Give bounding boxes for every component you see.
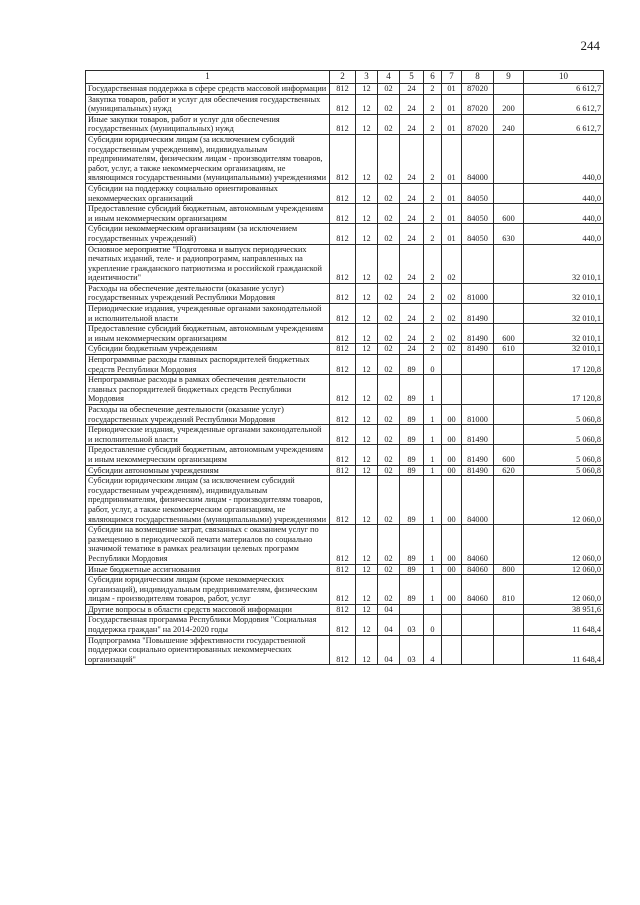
row-code-direction: 87020 (462, 84, 494, 95)
row-code-ministry: 812 (330, 283, 356, 303)
row-code-activity: 02 (442, 304, 462, 324)
row-description: Субсидии юридическим лицам (кроме некоммерческих организаций), индивидуальным предпринимателям, физическим лицам - производителям товаров, работ, услуг (86, 575, 330, 605)
row-code-ministry: 812 (330, 183, 356, 203)
row-code-direction: 81490 (462, 344, 494, 355)
column-header: 6 (424, 71, 442, 84)
table-row (86, 344, 604, 355)
row-code-activity: 00 (442, 525, 462, 564)
row-code-subprogram: 1 (424, 445, 442, 465)
row-description: Основное мероприятие "Подготовка и выпуск периодических печатных изданий, теле- и радиопрограмм, направленных на укрепление гражданского патриотизма и российской гражданской идентичности" (86, 244, 330, 283)
column-header: 9 (494, 71, 524, 84)
table-row (86, 114, 604, 134)
row-amount: 17 120,8 (524, 355, 604, 375)
budget-table (85, 70, 604, 665)
row-code-subsection: 02 (378, 405, 400, 425)
row-code-direction (462, 615, 494, 635)
row-code-direction: 84050 (462, 224, 494, 244)
table-row (86, 304, 604, 324)
column-header: 3 (356, 71, 378, 84)
row-description: Государственная программа Республики Мордовия "Социальная поддержка граждан" на 2014-2020 годы (86, 615, 330, 635)
table-row (86, 324, 604, 344)
row-code-expense-type: 240 (494, 114, 524, 134)
row-code-program: 89 (400, 476, 424, 525)
row-description: Субсидии бюджетным учреждениям (86, 344, 330, 355)
row-code-expense-type: 610 (494, 344, 524, 355)
row-code-section: 12 (356, 476, 378, 525)
row-code-expense-type: 600 (494, 445, 524, 465)
row-code-subprogram: 1 (424, 525, 442, 564)
row-description: Субсидии на поддержку социально ориентированных некоммерческих организаций (86, 183, 330, 203)
row-code-ministry: 812 (330, 525, 356, 564)
row-code-direction (462, 635, 494, 665)
row-code-expense-type (494, 84, 524, 95)
row-amount: 38 951,6 (524, 604, 604, 615)
row-description: Подпрограмма "Повышение эффективности государственной поддержки социально ориентированных некоммерческих организаций" (86, 635, 330, 665)
row-code-ministry: 812 (330, 244, 356, 283)
row-code-section: 12 (356, 244, 378, 283)
row-code-section: 12 (356, 304, 378, 324)
row-amount: 11 648,4 (524, 635, 604, 665)
row-code-section: 12 (356, 355, 378, 375)
row-code-section: 12 (356, 525, 378, 564)
row-description: Предоставление субсидий бюджетным, автономным учреждениям и иным некоммерческим организациям (86, 445, 330, 465)
row-code-expense-type: 600 (494, 204, 524, 224)
row-code-section: 12 (356, 445, 378, 465)
row-code-section: 12 (356, 134, 378, 183)
row-code-subprogram: 2 (424, 304, 442, 324)
table-body (86, 84, 604, 665)
table-row (86, 183, 604, 203)
row-code-ministry: 812 (330, 114, 356, 134)
row-amount: 12 060,0 (524, 575, 604, 605)
row-code-ministry: 812 (330, 375, 356, 405)
row-code-program: 24 (400, 183, 424, 203)
table-row (86, 405, 604, 425)
row-code-subsection: 02 (378, 204, 400, 224)
row-code-activity: 00 (442, 465, 462, 476)
row-code-activity: 01 (442, 204, 462, 224)
row-description: Предоставление субсидий бюджетным, автономным учреждениям и иным некоммерческим организациям (86, 204, 330, 224)
table-row (86, 224, 604, 244)
row-code-subprogram: 2 (424, 283, 442, 303)
row-code-subsection: 02 (378, 375, 400, 405)
row-code-direction: 87020 (462, 94, 494, 114)
row-code-program: 24 (400, 114, 424, 134)
row-amount: 12 060,0 (524, 525, 604, 564)
row-amount: 6 612,7 (524, 114, 604, 134)
table-row (86, 635, 604, 665)
row-code-section: 12 (356, 204, 378, 224)
row-code-section: 12 (356, 575, 378, 605)
row-code-section: 12 (356, 635, 378, 665)
column-header: 4 (378, 71, 400, 84)
row-code-direction: 81490 (462, 465, 494, 476)
row-amount: 440,0 (524, 134, 604, 183)
row-code-ministry: 812 (330, 224, 356, 244)
row-code-subsection: 02 (378, 425, 400, 445)
row-code-expense-type (494, 355, 524, 375)
row-code-ministry: 812 (330, 564, 356, 575)
row-code-direction (462, 375, 494, 405)
row-code-ministry: 812 (330, 425, 356, 445)
row-code-subsection: 02 (378, 84, 400, 95)
row-code-section: 12 (356, 405, 378, 425)
row-code-ministry: 812 (330, 445, 356, 465)
row-code-subsection: 02 (378, 283, 400, 303)
row-code-subsection: 02 (378, 114, 400, 134)
row-code-activity (442, 375, 462, 405)
row-code-ministry: 812 (330, 84, 356, 95)
row-code-direction: 81490 (462, 324, 494, 344)
row-code-subprogram: 0 (424, 355, 442, 375)
row-code-subprogram: 1 (424, 375, 442, 405)
row-code-section: 12 (356, 114, 378, 134)
row-code-program: 24 (400, 224, 424, 244)
row-code-subprogram: 2 (424, 344, 442, 355)
table-row (86, 615, 604, 635)
row-code-expense-type: 600 (494, 324, 524, 344)
row-description: Субсидии юридическим лицам (за исключением субсидий государственным учреждениям), индивидуальным предпринимателям, физическим лицам - производителям товаров, работ, услуг, а также некоммерческим организациям, не являющимся государственными (муниципальными) учреждениями (86, 476, 330, 525)
row-code-subprogram (424, 604, 442, 615)
table-row (86, 575, 604, 605)
row-code-subprogram: 1 (424, 405, 442, 425)
row-code-ministry: 812 (330, 604, 356, 615)
row-amount: 12 060,0 (524, 476, 604, 525)
table-row (86, 375, 604, 405)
row-description: Периодические издания, учрежденные органами законодательной и исполнительной власти (86, 304, 330, 324)
row-code-expense-type (494, 244, 524, 283)
row-code-activity (442, 635, 462, 665)
row-code-subsection: 02 (378, 224, 400, 244)
row-description: Субсидии на возмещение затрат, связанных с оказанием услуг по размещению в периодической печати материалов по социально значимой тематике в рамках реализации целевых программ Республики Мордовия (86, 525, 330, 564)
table-row (86, 476, 604, 525)
row-code-expense-type: 810 (494, 575, 524, 605)
row-code-subprogram: 2 (424, 324, 442, 344)
row-amount: 32 010,1 (524, 244, 604, 283)
row-code-direction: 81490 (462, 445, 494, 465)
row-code-expense-type (494, 525, 524, 564)
row-amount: 11 648,4 (524, 615, 604, 635)
row-code-program: 89 (400, 575, 424, 605)
row-amount: 440,0 (524, 204, 604, 224)
row-code-activity: 00 (442, 564, 462, 575)
row-code-ministry: 812 (330, 344, 356, 355)
table-row (86, 425, 604, 445)
row-code-subsection: 04 (378, 635, 400, 665)
row-code-activity: 00 (442, 405, 462, 425)
table-row (86, 445, 604, 465)
row-code-subprogram: 1 (424, 575, 442, 605)
row-code-direction: 84050 (462, 183, 494, 203)
table-row (86, 355, 604, 375)
table-row (86, 564, 604, 575)
row-code-program: 24 (400, 304, 424, 324)
row-code-ministry: 812 (330, 465, 356, 476)
row-code-ministry: 812 (330, 94, 356, 114)
row-code-section: 12 (356, 604, 378, 615)
row-code-subprogram: 0 (424, 615, 442, 635)
row-code-program: 24 (400, 94, 424, 114)
row-code-section: 12 (356, 465, 378, 476)
row-amount: 6 612,7 (524, 94, 604, 114)
row-code-section: 12 (356, 324, 378, 344)
row-amount: 17 120,8 (524, 375, 604, 405)
row-description: Периодические издания, учрежденные органами законодательной и исполнительной власти (86, 425, 330, 445)
row-amount: 32 010,1 (524, 324, 604, 344)
row-code-direction: 84000 (462, 134, 494, 183)
row-code-expense-type (494, 615, 524, 635)
table-row (86, 204, 604, 224)
row-code-program: 89 (400, 445, 424, 465)
row-code-subsection: 02 (378, 525, 400, 564)
row-code-program: 89 (400, 355, 424, 375)
row-code-subsection: 02 (378, 344, 400, 355)
row-code-ministry: 812 (330, 355, 356, 375)
row-code-direction: 81000 (462, 283, 494, 303)
row-code-subprogram: 2 (424, 224, 442, 244)
row-code-program: 24 (400, 324, 424, 344)
row-code-program: 03 (400, 635, 424, 665)
row-code-section: 12 (356, 84, 378, 95)
row-code-program: 03 (400, 615, 424, 635)
row-description: Субсидии некоммерческим организациям (за исключением государственных учреждений) (86, 224, 330, 244)
row-code-subprogram: 2 (424, 244, 442, 283)
row-description: Расходы на обеспечение деятельности (оказание услуг) государственных учреждений Республики Мордовия (86, 283, 330, 303)
row-code-activity: 01 (442, 94, 462, 114)
row-code-subsection: 02 (378, 134, 400, 183)
row-description: Закупка товаров, работ и услуг для обеспечения государственных (муниципальных) нужд (86, 94, 330, 114)
row-code-activity: 00 (442, 445, 462, 465)
row-code-subsection: 02 (378, 94, 400, 114)
row-code-ministry: 812 (330, 324, 356, 344)
row-code-direction: 84000 (462, 476, 494, 525)
row-code-subsection: 02 (378, 183, 400, 203)
table-row (86, 244, 604, 283)
row-code-activity: 01 (442, 134, 462, 183)
row-description: Непрограммные расходы в рамках обеспечения деятельности главных распорядителей бюджетных средств Республики Мордовия (86, 375, 330, 405)
row-code-activity: 02 (442, 244, 462, 283)
row-amount: 12 060,0 (524, 564, 604, 575)
row-code-activity (442, 355, 462, 375)
row-code-direction (462, 355, 494, 375)
row-code-subsection: 02 (378, 575, 400, 605)
column-header: 1 (86, 71, 330, 84)
row-code-subprogram: 2 (424, 114, 442, 134)
row-code-subprogram: 1 (424, 465, 442, 476)
row-description: Непрограммные расходы главных распорядителей бюджетных средств Республики Мордовия (86, 355, 330, 375)
row-code-section: 12 (356, 94, 378, 114)
row-code-direction: 84060 (462, 564, 494, 575)
row-code-expense-type (494, 405, 524, 425)
row-code-direction: 84060 (462, 525, 494, 564)
row-code-activity: 02 (442, 283, 462, 303)
page-number: 244 (580, 38, 600, 53)
row-code-expense-type: 620 (494, 465, 524, 476)
row-code-subsection: 02 (378, 445, 400, 465)
column-header: 8 (462, 71, 494, 84)
row-code-expense-type: 200 (494, 94, 524, 114)
row-code-program (400, 604, 424, 615)
row-description: Государственная поддержка в сфере средств массовой информации (86, 84, 330, 95)
row-amount: 32 010,1 (524, 304, 604, 324)
row-code-direction: 84060 (462, 575, 494, 605)
row-code-program: 24 (400, 344, 424, 355)
row-code-program: 89 (400, 405, 424, 425)
row-code-subprogram: 1 (424, 425, 442, 445)
row-code-expense-type (494, 304, 524, 324)
row-amount: 5 060,8 (524, 445, 604, 465)
row-code-program: 24 (400, 134, 424, 183)
row-code-section: 12 (356, 183, 378, 203)
row-code-subprogram: 2 (424, 204, 442, 224)
row-code-activity: 01 (442, 114, 462, 134)
row-code-section: 12 (356, 564, 378, 575)
row-code-section: 12 (356, 615, 378, 635)
row-code-ministry: 812 (330, 134, 356, 183)
row-amount: 5 060,8 (524, 405, 604, 425)
row-code-direction: 81490 (462, 304, 494, 324)
row-code-subsection: 04 (378, 604, 400, 615)
row-code-section: 12 (356, 283, 378, 303)
row-code-subsection: 02 (378, 324, 400, 344)
row-code-ministry: 812 (330, 304, 356, 324)
row-code-activity: 00 (442, 425, 462, 445)
table-row (86, 465, 604, 476)
table-row (86, 134, 604, 183)
row-amount: 440,0 (524, 224, 604, 244)
row-code-expense-type (494, 425, 524, 445)
row-code-subsection: 02 (378, 304, 400, 324)
row-code-program: 89 (400, 375, 424, 405)
row-code-expense-type (494, 134, 524, 183)
row-description: Предоставление субсидий бюджетным, автономным учреждениям и иным некоммерческим организациям (86, 324, 330, 344)
row-code-section: 12 (356, 344, 378, 355)
row-code-activity: 00 (442, 575, 462, 605)
row-description: Иные бюджетные ассигнования (86, 564, 330, 575)
column-header: 5 (400, 71, 424, 84)
row-code-activity: 01 (442, 183, 462, 203)
row-code-subprogram: 1 (424, 476, 442, 525)
column-header: 10 (524, 71, 604, 84)
row-code-ministry: 812 (330, 575, 356, 605)
row-code-section: 12 (356, 375, 378, 405)
row-description: Субсидии автономным учреждениям (86, 465, 330, 476)
row-amount: 32 010,1 (524, 283, 604, 303)
row-code-ministry: 812 (330, 204, 356, 224)
row-code-activity: 02 (442, 344, 462, 355)
row-code-expense-type (494, 183, 524, 203)
row-code-section: 12 (356, 425, 378, 445)
row-description: Расходы на обеспечение деятельности (оказание услуг) государственных учреждений Республики Мордовия (86, 405, 330, 425)
row-code-ministry: 812 (330, 635, 356, 665)
row-code-expense-type: 630 (494, 224, 524, 244)
row-code-program: 24 (400, 204, 424, 224)
row-code-subsection: 04 (378, 615, 400, 635)
row-code-expense-type (494, 283, 524, 303)
row-code-subprogram: 1 (424, 564, 442, 575)
table-row (86, 84, 604, 95)
row-code-section: 12 (356, 224, 378, 244)
row-code-activity (442, 615, 462, 635)
row-code-subprogram: 2 (424, 134, 442, 183)
row-code-activity (442, 604, 462, 615)
row-code-subsection: 02 (378, 465, 400, 476)
table-row (86, 94, 604, 114)
table-row (86, 525, 604, 564)
table-row (86, 283, 604, 303)
row-code-subprogram: 2 (424, 94, 442, 114)
row-amount: 6 612,7 (524, 84, 604, 95)
column-header: 7 (442, 71, 462, 84)
row-code-program: 24 (400, 283, 424, 303)
row-code-ministry: 812 (330, 615, 356, 635)
row-code-expense-type: 800 (494, 564, 524, 575)
row-code-direction: 81000 (462, 405, 494, 425)
row-amount: 32 010,1 (524, 344, 604, 355)
row-code-direction: 81490 (462, 425, 494, 445)
row-code-activity: 00 (442, 476, 462, 525)
row-amount: 5 060,8 (524, 465, 604, 476)
row-description: Субсидии юридическим лицам (за исключением субсидий государственным учреждениям), индивидуальным предпринимателям, физическим лицам - производителям товаров, работ, услуг, а также некоммерческим организациям, не являющимся государственными (муниципальными) учреждениями (86, 134, 330, 183)
row-code-program: 89 (400, 425, 424, 445)
row-code-program: 24 (400, 244, 424, 283)
row-code-subprogram: 2 (424, 84, 442, 95)
row-description: Другие вопросы в области средств массовой информации (86, 604, 330, 615)
row-code-expense-type (494, 635, 524, 665)
row-amount: 5 060,8 (524, 425, 604, 445)
row-amount: 440,0 (524, 183, 604, 203)
row-code-activity: 01 (442, 84, 462, 95)
row-code-subsection: 02 (378, 244, 400, 283)
row-code-activity: 01 (442, 224, 462, 244)
row-code-subsection: 02 (378, 564, 400, 575)
row-code-expense-type (494, 375, 524, 405)
row-code-direction (462, 244, 494, 283)
row-code-expense-type (494, 476, 524, 525)
table-row (86, 604, 604, 615)
row-code-subprogram: 2 (424, 183, 442, 203)
row-code-direction: 84050 (462, 204, 494, 224)
row-code-program: 89 (400, 525, 424, 564)
row-code-program: 89 (400, 564, 424, 575)
row-code-program: 89 (400, 465, 424, 476)
row-code-expense-type (494, 604, 524, 615)
row-code-ministry: 812 (330, 476, 356, 525)
row-code-ministry: 812 (330, 405, 356, 425)
row-code-subsection: 02 (378, 355, 400, 375)
row-description: Иные закупки товаров, работ и услуг для обеспечения государственных (муниципальных) нужд (86, 114, 330, 134)
row-code-activity: 02 (442, 324, 462, 344)
column-header: 2 (330, 71, 356, 84)
row-code-subprogram: 4 (424, 635, 442, 665)
row-code-direction: 87020 (462, 114, 494, 134)
row-code-subsection: 02 (378, 476, 400, 525)
row-code-direction (462, 604, 494, 615)
row-code-program: 24 (400, 84, 424, 95)
table-header-row (86, 71, 604, 84)
